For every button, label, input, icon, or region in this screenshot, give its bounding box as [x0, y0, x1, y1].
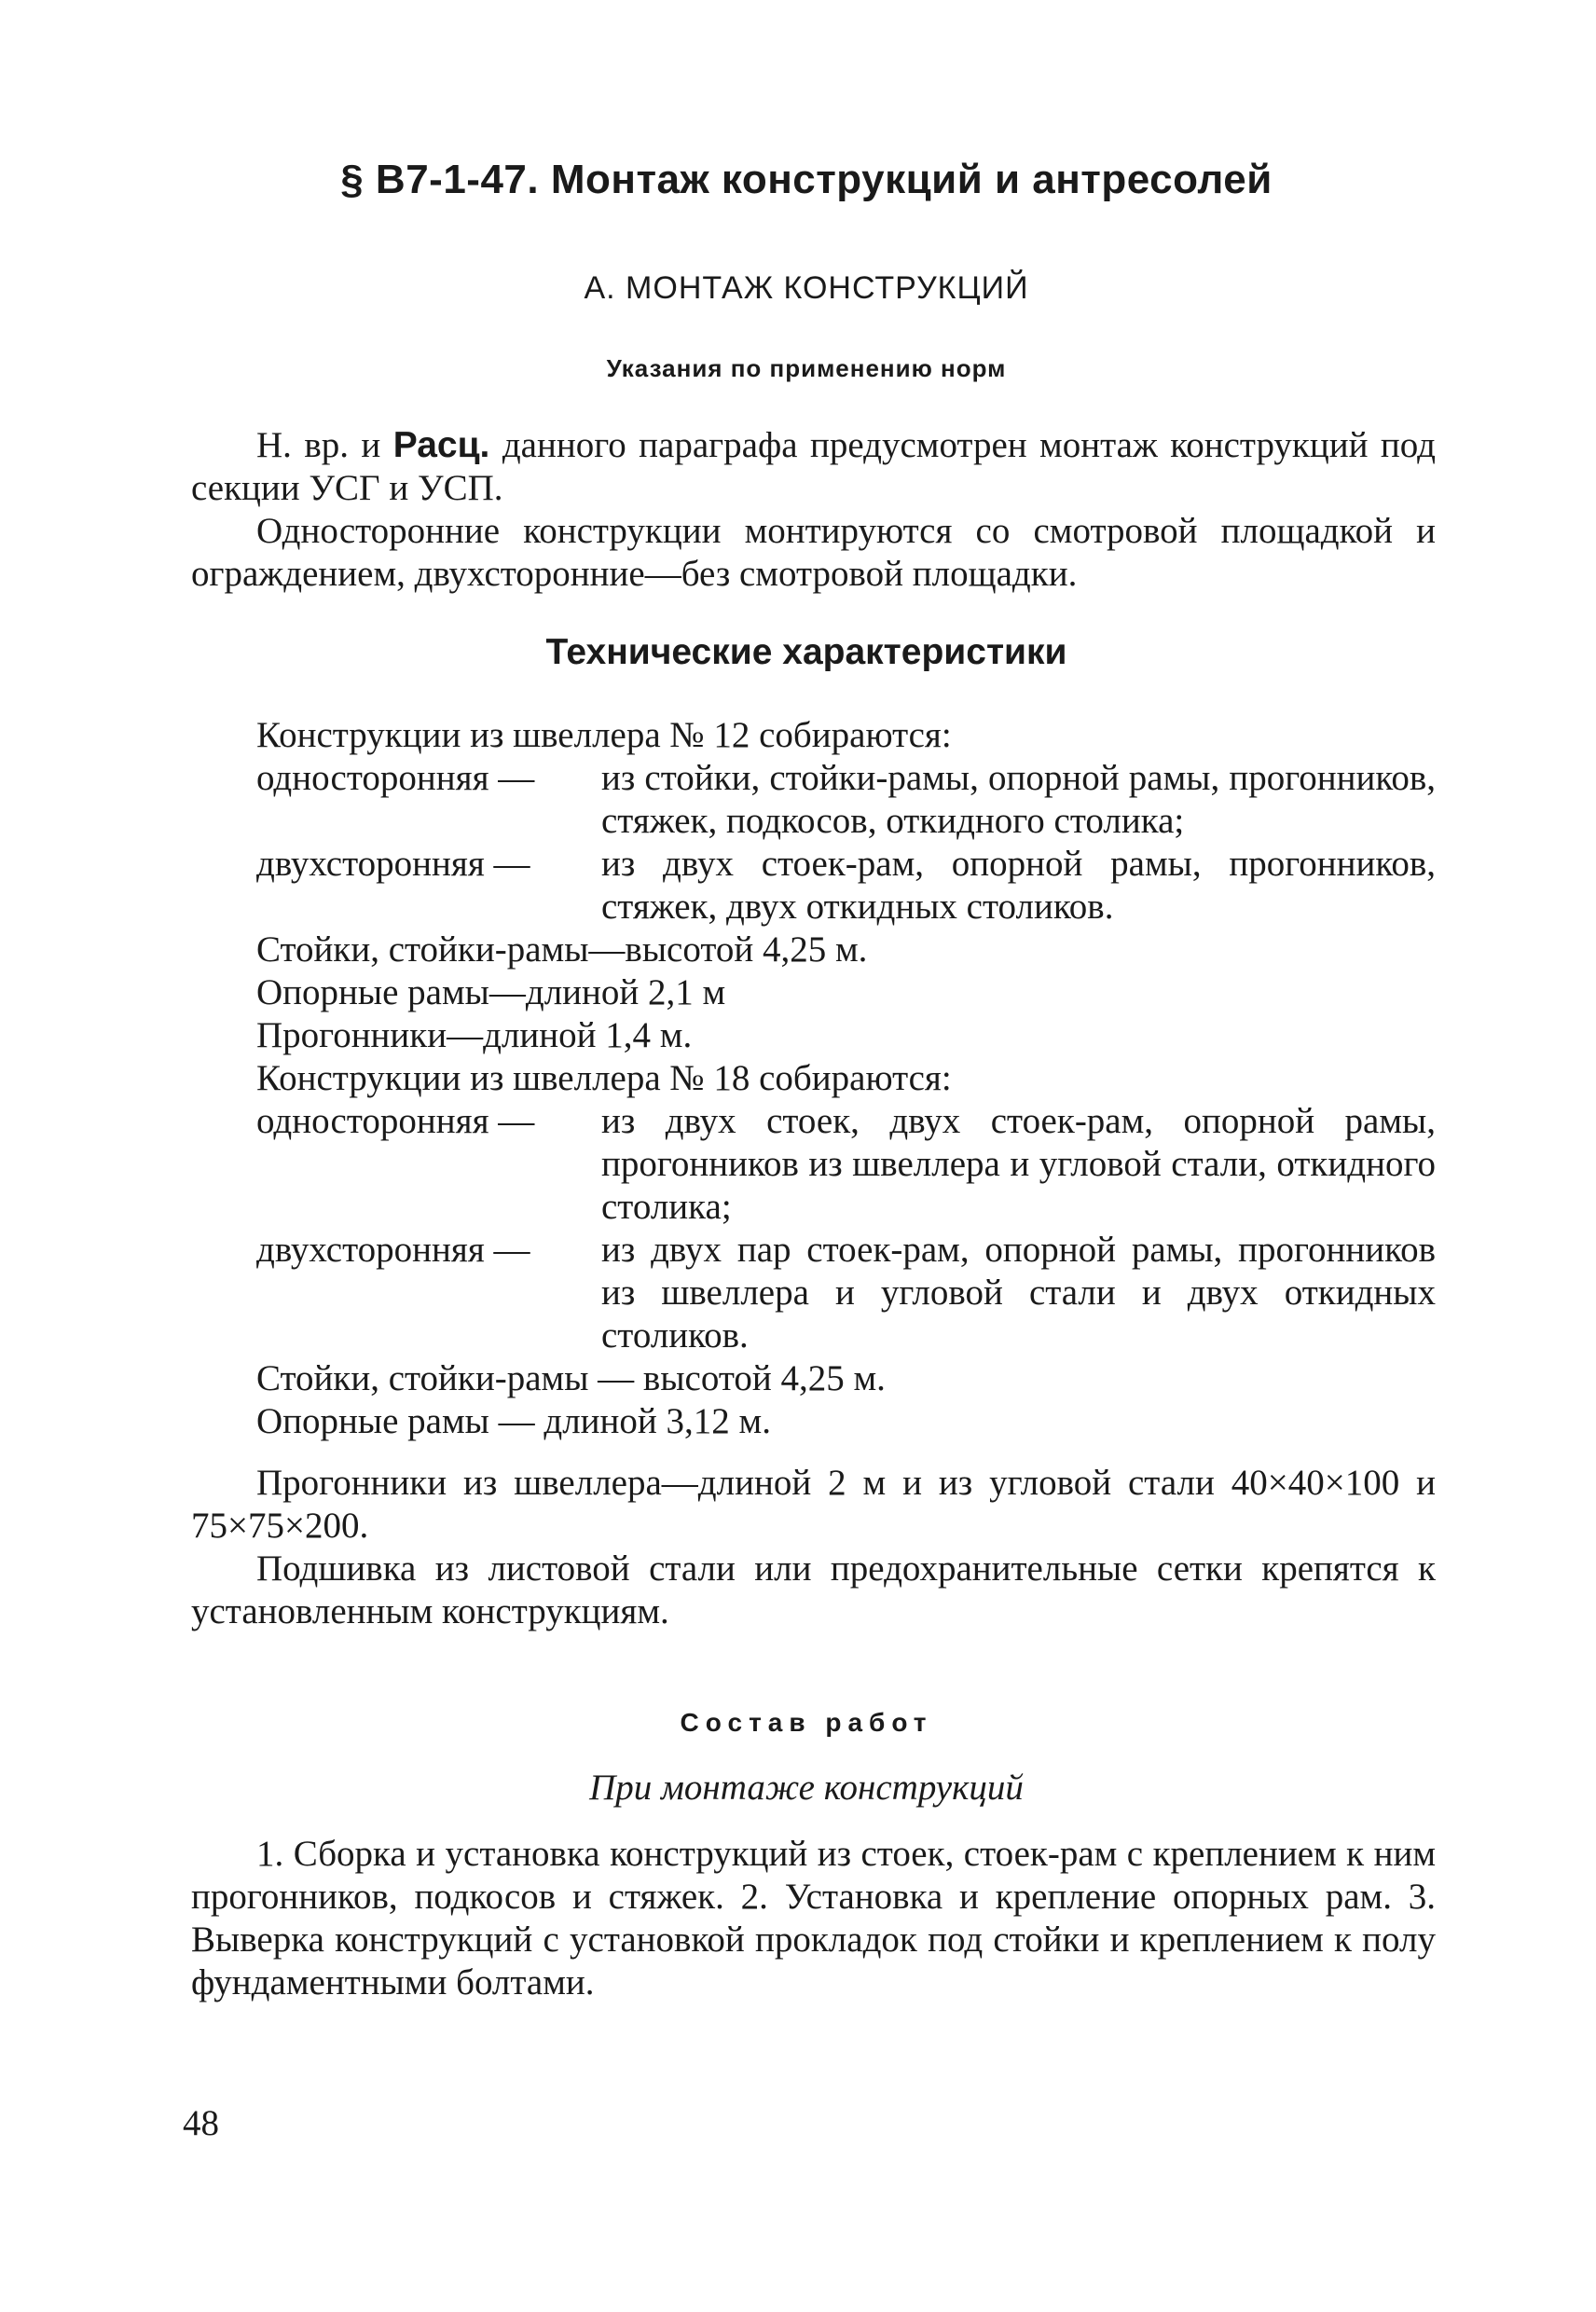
- ch18-purlins: Прогонники из швеллера—длиной 2 м и из угловой стали 40×40×100 и 75×75×200.: [191, 1463, 1436, 1546]
- guidance-paragraph-1: [191, 424, 1436, 510]
- ch12-two-key: двухсторонняя —: [256, 844, 530, 884]
- ch12-purlins: Прогонники—длиной 1,4 м.: [256, 1015, 693, 1055]
- guidance-p1-prefix: Н. вр. и: [256, 425, 393, 465]
- ch12-two-sided: [256, 843, 1436, 929]
- ch12-posts: Стойки, стойки-рамы—высотой 4,25 м.: [256, 929, 868, 970]
- ch12-one-key: односторонняя —: [256, 758, 535, 798]
- ch18-one-sided: [256, 1100, 1436, 1229]
- ch18-posts: Стойки, стойки-рамы — высотой 4,25 м.: [256, 1358, 886, 1398]
- ch12-intro: Конструкции из швеллера № 12 собираются:: [256, 715, 952, 755]
- composition-text: 1. Сборка и установка конструкций из стоек, стоек-рам с креплением к ним прогонников, подкосов и стяжек. 2. Установка и крепление опорных рам. 3. Выверка конструкций с установкой прокладок под стойки и креплением к полу фундаментными болтами.: [191, 1834, 1436, 2002]
- ch12-one-sided: [256, 757, 1436, 843]
- tech-heading: Технические характеристики: [545, 632, 1067, 672]
- ch18-intro: Конструкции из швеллера № 18 собираются:: [256, 1058, 952, 1098]
- ch18-one-key: односторонняя —: [256, 1101, 535, 1141]
- guidance-p1-rest: данного параграфа предусмотрен монтаж конструкций под секции УСГ и УСП.: [191, 425, 1437, 508]
- guidance-p1-bold: Расц.: [392, 425, 490, 465]
- sheathing-note: Подшивка из листовой стали или предохранительные сетки крепятся к установленным конструкциям.: [191, 1548, 1436, 1631]
- composition-subheading: При монтаже конструкций: [589, 1768, 1024, 1808]
- paragraph-title: § В7-1-47. Монтаж конструкций и антресолей: [340, 157, 1273, 202]
- ch18-frames: Опорные рамы — длиной 3,12 м.: [256, 1401, 771, 1441]
- ch12-two-value: из двух стоек-рам, опорной рамы, прогонников, стяжек, двух откидных столиков.: [601, 844, 1436, 927]
- ch18-two-sided: [256, 1229, 1436, 1357]
- page-number: 48: [183, 2103, 219, 2143]
- composition-heading: Состав работ: [680, 1708, 933, 1737]
- section-heading: А. МОНТАЖ КОНСТРУКЦИЙ: [584, 270, 1029, 306]
- guidance-paragraph-2: Односторонние конструкции монтируются со смотровой площадкой и ограждением, двухсторонние—без смотровой площадки.: [191, 511, 1436, 594]
- tech-spec-ch12: [256, 714, 1436, 1443]
- ch18-two-value: из двух пар стоек-рам, опорной рамы, прогонников из швеллера и угловой стали и двух откидных столиков.: [601, 1230, 1436, 1356]
- guidance-heading: Указания по применению норм: [606, 354, 1007, 382]
- ch12-one-value: из стойки, стойки-рамы, опорной рамы, прогонников, стяжек, подкосов, откидного столика;: [601, 758, 1436, 841]
- ch18-one-value: из двух стоек, двух стоек-рам, опорной рамы, прогонников из швеллера и угловой стали, откидного столика;: [601, 1101, 1436, 1227]
- ch12-frames: Опорные рамы—длиной 2,1 м: [256, 972, 726, 1012]
- ch18-two-key: двухсторонняя —: [256, 1230, 530, 1270]
